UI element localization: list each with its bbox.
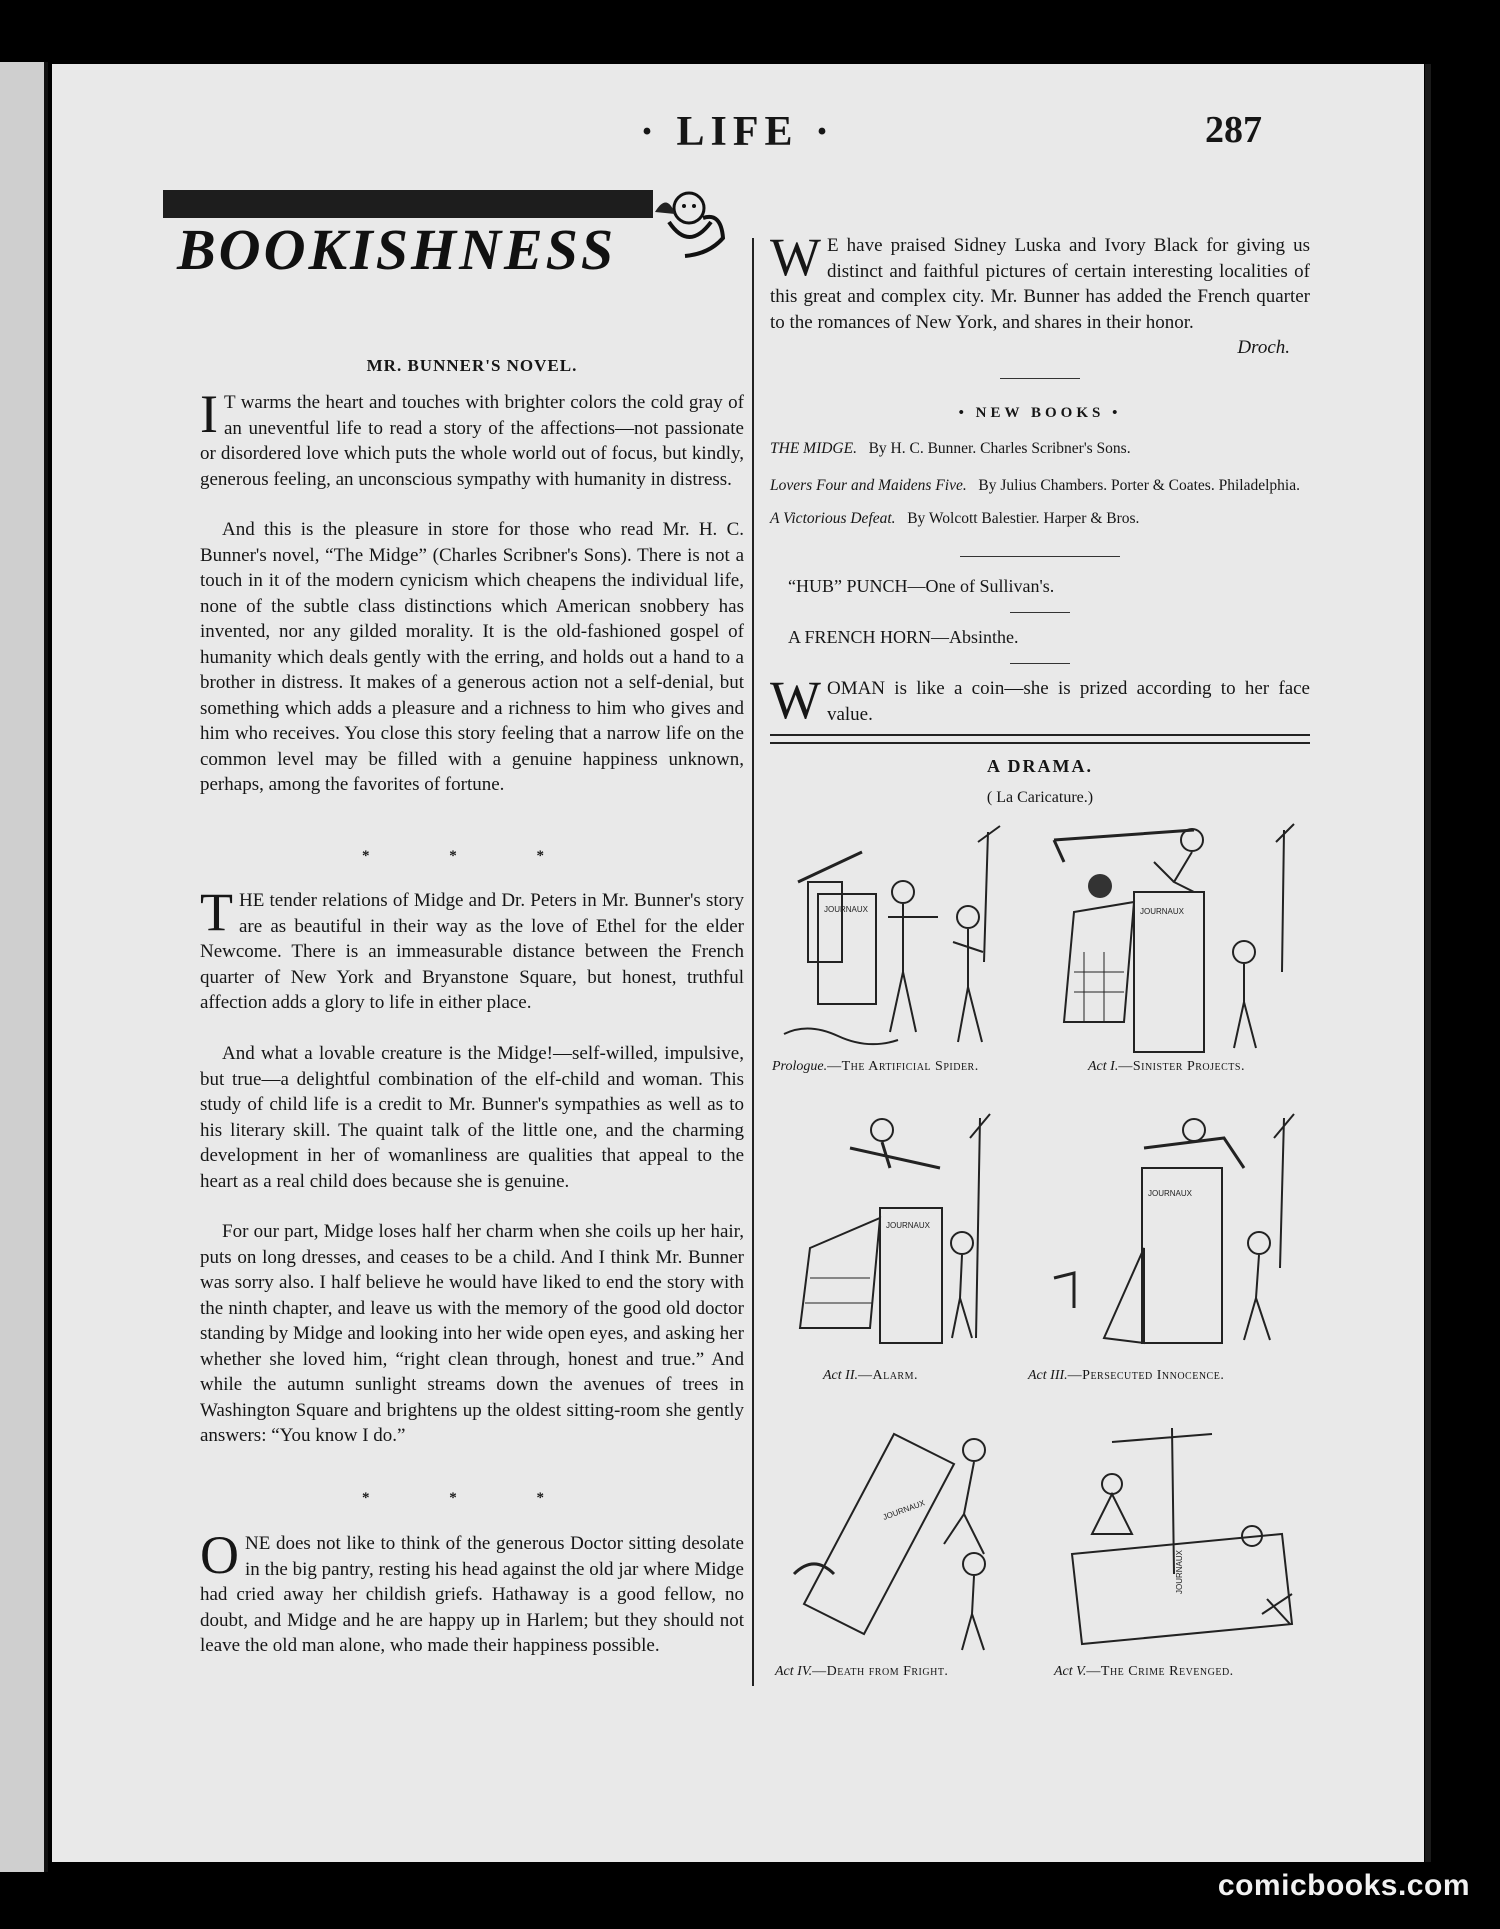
drop-cap: W <box>770 670 821 730</box>
article-heading: MR. BUNNER'S NOVEL. <box>366 356 578 375</box>
caption-title: —Sinister Projects. <box>1118 1059 1245 1074</box>
paragraph-text: T warms the heart and touches with brighter colors the cold gray of an uneventful life to read a story of the affections—not passionate or disordered love which puts the whole world out of focus, but kindly, generous feeling, an unconscious sympathy with humanity in distress. <box>200 392 744 490</box>
book-title: Lovers Four and Maidens Five. <box>770 477 967 494</box>
quip-woman <box>770 670 1310 730</box>
right-para-1 <box>770 227 1310 359</box>
quip-french-horn: A FRENCH HORN—Absinthe. <box>788 627 1019 647</box>
left-column <box>200 356 744 376</box>
divider <box>770 378 1310 379</box>
divider <box>770 663 1310 664</box>
box-label: JOURNAUX <box>824 905 869 914</box>
paragraph-text: NE does not like to think of the generous Doctor sitting desolate in the big pantry, resting his head against the old jar where Midge had cried away her childish griefs. Hathaway is a good fellow, no doubt, and Midge and he are happy up in Harlem; but they should not leave the old man alone, who made their happiness possible. <box>200 1533 744 1656</box>
act-1-illustration <box>1044 822 1302 1060</box>
banner-title: BOOKISHNESS <box>177 217 617 282</box>
quip-hub-punch: “HUB” PUNCH—One of Sullivan's. <box>788 576 1055 596</box>
drama-title: A DRAMA. <box>987 756 1093 776</box>
caption-title: —Death from Fright. <box>812 1664 949 1679</box>
caption-act: Prologue. <box>772 1059 828 1074</box>
left-para-2 <box>200 517 744 798</box>
paragraph-text: E have praised Sidney Luska and Ivory Black for giving us distinct and faithful pictures of certain interesting localities of this great and complex city. Mr. Bunner has added the French quarter to the romances of New York, and shares in their honor. <box>770 235 1310 333</box>
book-details: By Wolcott Balestier. Harper & Bros. <box>907 510 1140 527</box>
box-label: JOURNAUX <box>881 1498 927 1522</box>
box-label: JOURNAUX <box>886 1221 931 1230</box>
book-title: THE MIDGE. <box>770 440 857 457</box>
section-stars: * * * <box>362 1490 582 1506</box>
left-para-6 <box>200 1525 744 1659</box>
paragraph-text: And what a lovable creature is the Midge!—self-willed, impulsive, but true—a delightful combination of the elf-child and woman. This study of child life is a credit to Mr. Bunner's sympathies as well as to his literary skill. The quaint talk of the little one, and the charming development in her of womanliness are qualities that appeal to the heart as a real child does because she is genuine. <box>200 1043 744 1192</box>
caption-act: Act III. <box>1028 1368 1068 1383</box>
box-label: JOURNAUX <box>1148 1189 1193 1198</box>
site-watermark: comicbooks.com <box>1217 1869 1470 1902</box>
drop-cap: T <box>200 882 233 942</box>
column-divider <box>752 238 754 1686</box>
double-rule <box>770 734 1310 744</box>
caption-act-3 <box>1028 1368 1224 1384</box>
act-4-illustration <box>784 1424 1024 1654</box>
drop-cap: I <box>200 384 218 444</box>
paragraph-text: HE tender relations of Midge and Dr. Peters in Mr. Bunner's story are as beautiful in their way as the love of Ethel for the elder Newcome. There is an immeasurable distance between the French quarter of New York and Bryanstone Square, but honest, truthful affection adds a glory to life in either place. <box>200 890 744 1013</box>
bookishness-banner <box>163 178 723 288</box>
caption-title: —Alarm. <box>857 1368 918 1383</box>
adjacent-page-edge <box>0 62 48 1872</box>
page-number: 287 <box>1205 109 1262 151</box>
paragraph-text: For our part, Midge loses half her charm when she coils up her hair, puts on long dresses, and ceases to be a child. And I think Mr. Bunner was sorry also. I half believe he would have liked to end the story with the ninth chapter, and leave us with the memory of the good old doctor standing by Midge and looking into her wide open eyes, and asking her whether she loved him, “right clean through, honest and true.” And while the autumn sunlight streams down the avenues of trees in Washington Square and brightens up the oldest sitting-room she gently answers: “You know I do.” <box>200 1221 744 1446</box>
box-label: JOURNAUX <box>1140 907 1185 916</box>
drop-cap: W <box>770 227 821 287</box>
caption-title: —The Crime Revenged. <box>1086 1664 1234 1679</box>
left-para-5 <box>200 1219 744 1449</box>
caption-prologue <box>772 1059 979 1075</box>
left-para-3 <box>200 882 744 1016</box>
book-details: By H. C. Bunner. Charles Scribner's Sons. <box>868 440 1131 457</box>
caption-act: Act I. <box>1088 1059 1119 1074</box>
book-details: By Julius Chambers. Porter & Coates. Philadelphia. <box>978 477 1300 494</box>
left-para-1 <box>200 384 744 492</box>
caption-title: —Persecuted Innocence. <box>1067 1368 1225 1383</box>
caption-act: Act IV. <box>775 1664 813 1679</box>
caption-act-4 <box>775 1664 948 1680</box>
new-books-list <box>770 438 1310 529</box>
prologue-illustration <box>778 822 1028 1060</box>
cherub-illustration <box>649 182 727 266</box>
new-books-heading: • NEW BOOKS • <box>958 405 1122 421</box>
left-para-4 <box>200 1041 744 1194</box>
divider <box>770 612 1310 613</box>
book-item <box>770 475 1310 496</box>
signature: Droch. <box>1237 337 1290 358</box>
caption-act-2 <box>823 1368 918 1384</box>
paragraph-text: OMAN is like a coin—she is prized according to her face value. <box>826 678 1310 725</box>
book-title: A Victorious Defeat. <box>770 510 896 527</box>
caption-title: —The Artificial Spider. <box>827 1059 979 1074</box>
act-2-illustration <box>790 1108 1025 1348</box>
section-stars: * * * <box>362 848 582 864</box>
caption-act-1 <box>1088 1059 1245 1075</box>
act-5-illustration <box>1052 1424 1310 1654</box>
drama-subtitle: ( La Caricature.) <box>986 789 1094 806</box>
drop-cap: O <box>200 1525 239 1585</box>
book-item <box>770 438 1310 459</box>
act-3-illustration <box>1044 1108 1302 1348</box>
caption-act: Act V. <box>1054 1664 1087 1679</box>
paragraph-text: And this is the pleasure in store for those who read Mr. H. C. Bunner's novel, “The Midge” (Charles Scribner's Sons). There is not a touch in it of the modern cynicism which cheapens the individual life, none of the subtle class distinctions which American snobbery has invented, nor any gilded morality. It is the old-fashioned gospel of humanity which deals gently with the erring, and holds out a hand to a brother in distress. It makes of a generous action not a self-denial, but something which adds a pleasure and a richness to him who gives and him who receives. You close this story feeling that a narrow life on the common level may be filled with a genuine happiness unknown, perhaps, among the favorites of fortune. <box>200 519 744 795</box>
book-item <box>770 508 1310 529</box>
banner-bar <box>163 190 653 218</box>
box-label: JOURNAUX <box>1175 1549 1184 1594</box>
caption-act: Act II. <box>823 1368 858 1383</box>
caption-act-5 <box>1054 1664 1234 1680</box>
masthead: · LIFE · <box>640 109 836 155</box>
divider <box>770 556 1310 557</box>
